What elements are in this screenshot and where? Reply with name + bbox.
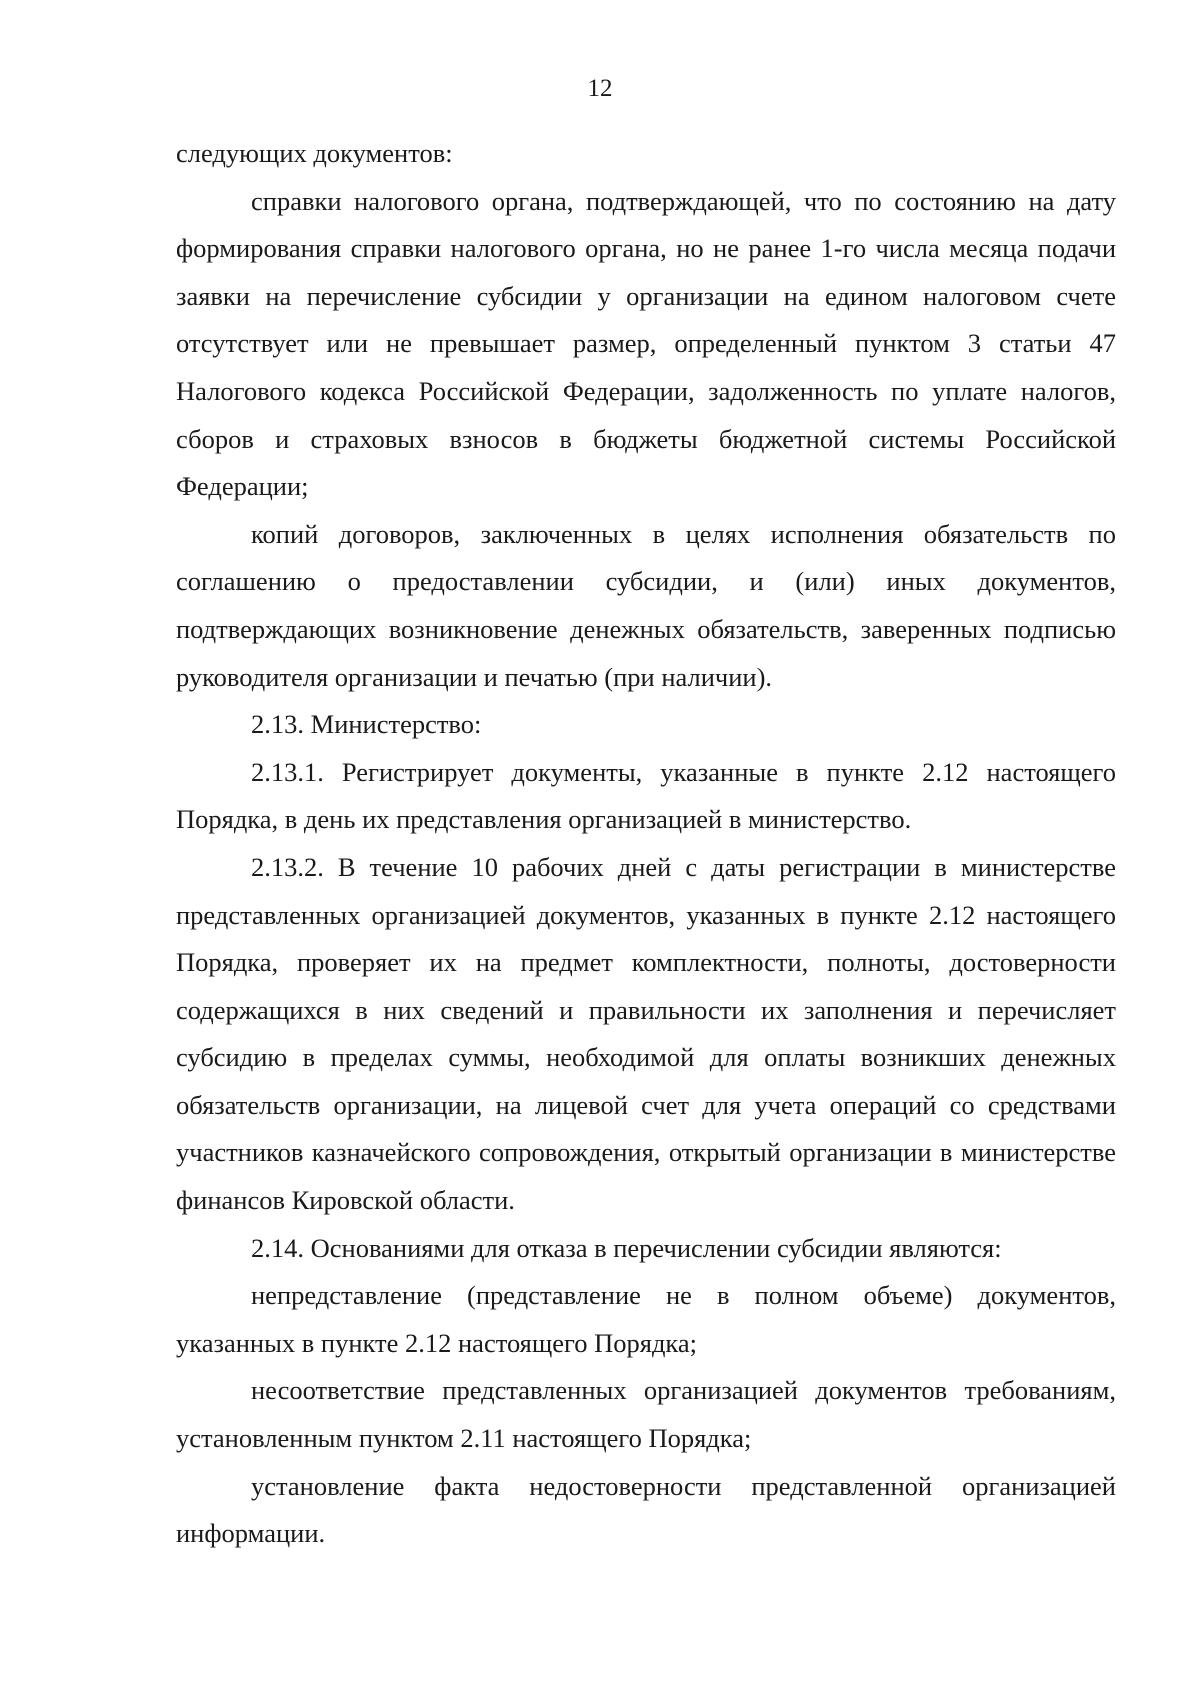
paragraph: 2.14. Основаниями для отказа в перечислении субсидии являются: (251, 1232, 1002, 1263)
paragraph: следующих документов: (176, 138, 453, 168)
paragraph: 2.13.1. Регистрирует документы, указанные в пункте 2.12 настоящего Порядка, в день их представления организацией в министерство. (176, 756, 1116, 835)
paragraph: 2.13. Министерство: (251, 709, 482, 740)
body-text (176, 130, 1116, 1558)
paragraph: справки налогового органа, подтверждающей, что по состоянию на дату формирования справки налогового органа, но не ранее 1-го числа месяца подачи заявки на перечисление субсидии у организации на едином налоговом счете отсутствует или не превышает размер, определенный пунктом 3 статьи 47 Налогового кодекса Российской Федерации, задолженность по уплате налогов, сборов и страховых взносов в бюджеты бюджетной системы Российской Федерации; (176, 185, 1116, 502)
page-number: 12 (587, 75, 613, 102)
paragraph: копий договоров, заключенных в целях исполнения обязательств по соглашению о предоставлении субсидии, и (или) иных документов, подтверждающих возникновение денежных обязательств, заверенных подписью руководителя организации и печатью (при наличии). (176, 518, 1116, 692)
paragraph: непредставление (представление не в полном объеме) документов, указанных в пункте 2.12 настоящего Порядка; (176, 1280, 1116, 1358)
paragraph: несоответствие представленных организацией документов требованиям, установленным пунктом 2.11 настоящего Порядка; (176, 1375, 1116, 1454)
paragraph: 2.13.2. В течение 10 рабочих дней с даты регистрации в министерстве представленных организацией документов, указанных в пункте 2.12 настоящего Порядка, проверяет их на предмет комплектности, полноты, достоверности содержащихся в них сведений и правильности их заполнения и перечисляет субсидию в пределах суммы, необходимой для оплаты возникших денежных обязательств организации, на лицевой счет для учета операций со средствами участников казначейского сопровождения, открытый организации в министерстве финансов Кировской области. (176, 851, 1116, 1216)
paragraph: установление факта недостоверности представленной организацией информации. (176, 1470, 1116, 1549)
